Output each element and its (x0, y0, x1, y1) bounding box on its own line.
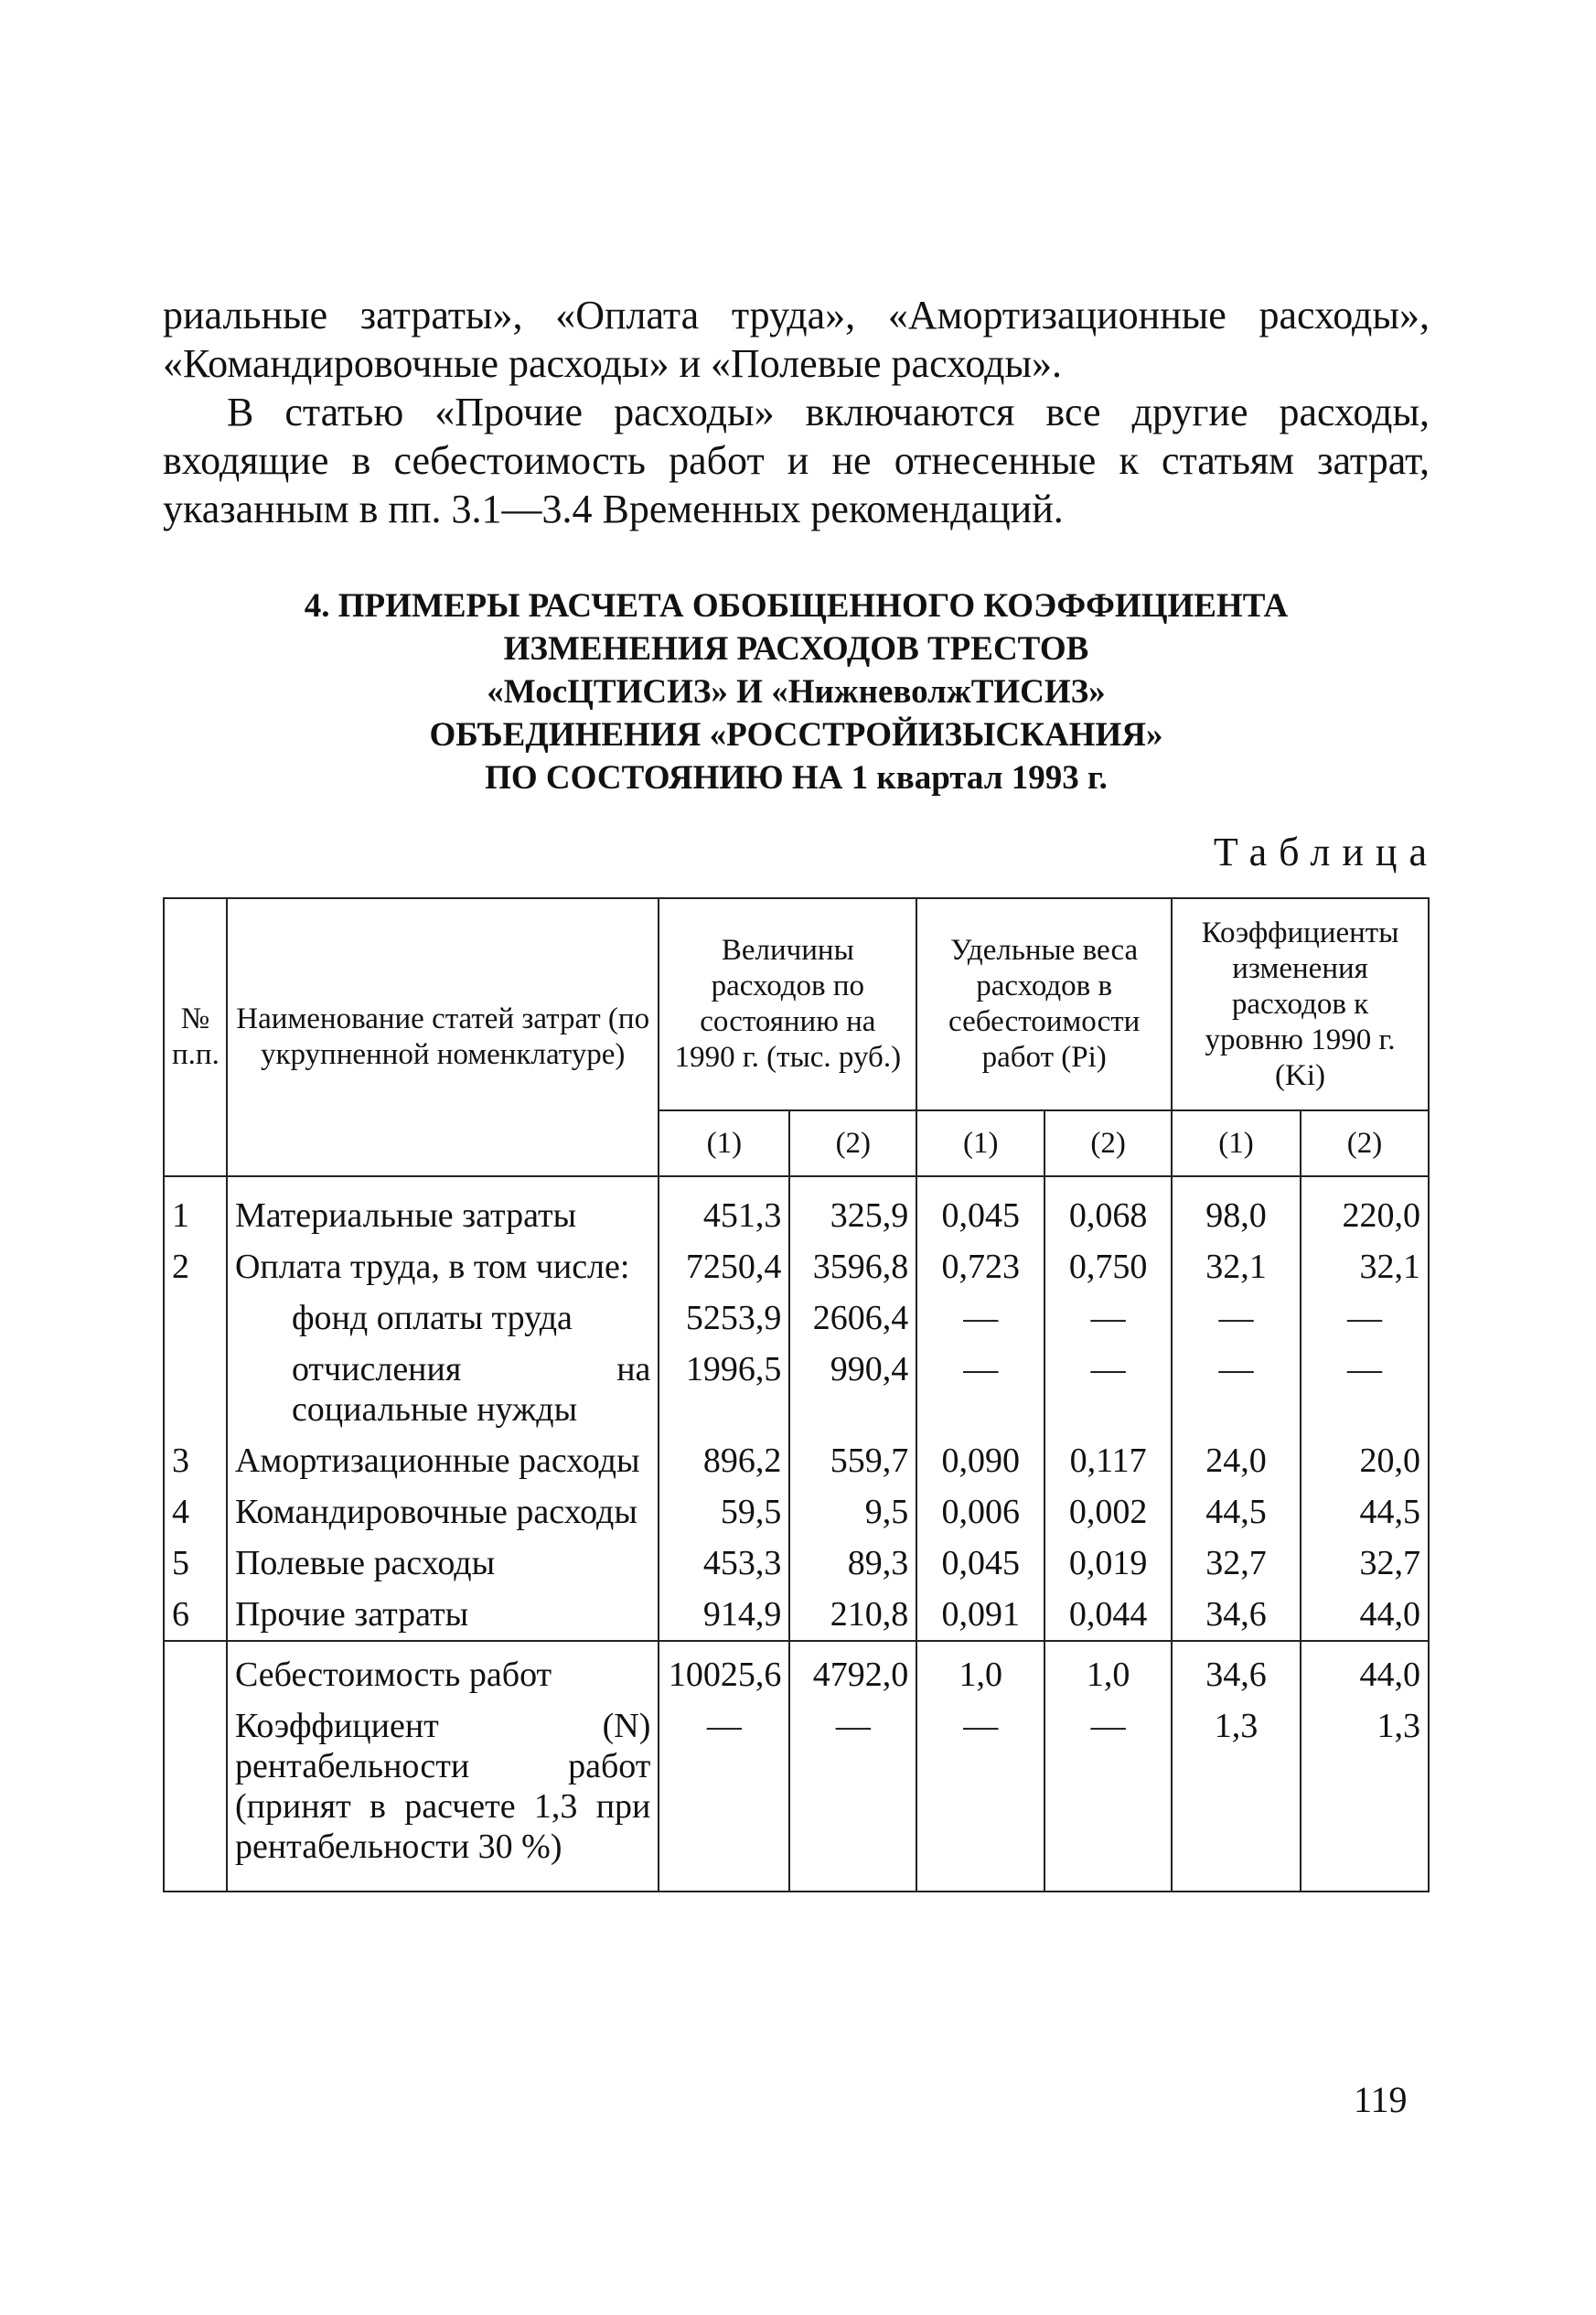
coef-1: 44,5 (1172, 1486, 1301, 1538)
value-1990-2: 210,8 (789, 1589, 916, 1641)
weight-1: 0,723 (916, 1241, 1044, 1292)
row-number (164, 1292, 227, 1344)
header-change-coefficients: Коэффициенты изменения расходов к уровню 1990 г. (Ki) (1172, 898, 1429, 1110)
weight-1: — (916, 1292, 1044, 1344)
table-row (164, 1292, 1429, 1344)
header-sub: (1) (1172, 1110, 1301, 1176)
coef-1: 34,6 (1172, 1589, 1301, 1641)
coef-2: 44,0 (1301, 1641, 1429, 1700)
header-sub: (2) (789, 1110, 916, 1176)
value-1990-1: 451,3 (659, 1176, 789, 1241)
row-number (164, 1344, 227, 1435)
table-row (164, 1241, 1429, 1292)
weight-1: 0,006 (916, 1486, 1044, 1538)
row-number: 6 (164, 1589, 227, 1641)
coef-1: 32,7 (1172, 1538, 1301, 1589)
heading-line: ИЗМЕНЕНИЯ РАСХОДОВ ТРЕСТОВ (503, 630, 1089, 668)
value-1990-1: 59,5 (659, 1486, 789, 1538)
weight-1: 1,0 (916, 1641, 1044, 1700)
weight-2: 0,002 (1044, 1486, 1172, 1538)
coef-2: 44,5 (1301, 1486, 1429, 1538)
weight-2: — (1044, 1700, 1172, 1892)
heading-line: 4. ПРИМЕРЫ РАСЧЕТА ОБОБЩЕННОГО КОЭФФИЦИЕНТА (304, 587, 1289, 625)
coef-1: — (1172, 1292, 1301, 1344)
row-number: 5 (164, 1538, 227, 1589)
value-1990-2: 4792,0 (789, 1641, 916, 1700)
coef-2: 44,0 (1301, 1589, 1429, 1641)
value-1990-2: 9,5 (789, 1486, 916, 1538)
weight-1: 0,090 (916, 1435, 1044, 1486)
coef-2: 20,0 (1301, 1435, 1429, 1486)
table-row (164, 1176, 1429, 1241)
weight-2: 0,019 (1044, 1538, 1172, 1589)
value-1990-1: 1996,5 (659, 1344, 789, 1435)
value-1990-2: — (789, 1700, 916, 1892)
coef-1: 32,1 (1172, 1241, 1301, 1292)
table-row (164, 1435, 1429, 1486)
value-1990-2: 559,7 (789, 1435, 916, 1486)
header-item-name: Наименование статей затрат (по укрупненной номенклатуре) (227, 898, 659, 1176)
coef-1: 98,0 (1172, 1176, 1301, 1241)
total-row (164, 1641, 1429, 1700)
row-name: Полевые расходы (227, 1538, 659, 1589)
section-heading (163, 584, 1430, 799)
value-1990-1: 896,2 (659, 1435, 789, 1486)
row-name: Материальные затраты (227, 1176, 659, 1241)
value-1990-2: 325,9 (789, 1176, 916, 1241)
value-1990-2: 990,4 (789, 1344, 916, 1435)
heading-line: «МосЦТИСИЗ» И «НижневолжТИСИЗ» (487, 673, 1106, 711)
value-1990-2: 89,3 (789, 1538, 916, 1589)
header-cost-weights: Удельные веса расходов в себестоимости работ (Pi) (916, 898, 1172, 1110)
coef-1: 1,3 (1172, 1700, 1301, 1892)
weight-2: — (1044, 1344, 1172, 1435)
row-name: Себестоимость работ (227, 1641, 659, 1700)
row-name: Командировочные расходы (227, 1486, 659, 1538)
value-1990-1: 453,3 (659, 1538, 789, 1589)
header-sub: (2) (1044, 1110, 1172, 1176)
weight-2: 0,068 (1044, 1176, 1172, 1241)
coef-1: 24,0 (1172, 1435, 1301, 1486)
row-number: 2 (164, 1241, 227, 1292)
header-number: № п.п. (164, 898, 227, 1176)
value-1990-1: 10025,6 (659, 1641, 789, 1700)
table-row (164, 1344, 1429, 1435)
value-1990-1: — (659, 1700, 789, 1892)
weight-1: — (916, 1344, 1044, 1435)
table-row (164, 1538, 1429, 1589)
document-page (163, 291, 1439, 1892)
row-name: Коэффициент (N) рентабельности работ (принят в расчете 1,3 при рентабельности 30 %) (227, 1700, 659, 1892)
intro-paragraph: риальные затраты», «Оплата труда», «Амортизационные расходы», «Командировочные расходы» и «Полевые расходы». (163, 293, 1430, 386)
table-row (164, 1589, 1429, 1641)
heading-line: ПО СОСТОЯНИЮ НА 1 квартал 1993 г. (485, 759, 1108, 797)
value-1990-2: 3596,8 (789, 1241, 916, 1292)
row-number: 4 (164, 1486, 227, 1538)
weight-2: 0,044 (1044, 1589, 1172, 1641)
weight-1: — (916, 1700, 1044, 1892)
table-caption: Таблица (1213, 830, 1439, 874)
value-1990-2: 2606,4 (789, 1292, 916, 1344)
weight-1: 0,045 (916, 1176, 1044, 1241)
header-expense-values: Величины расходов по состоянию на 1990 г. (тыс. руб.) (659, 898, 916, 1110)
total-row (164, 1700, 1429, 1892)
heading-line: ОБЪЕДИНЕНИЯ «РОССТРОЙИЗЫСКАНИЯ» (429, 716, 1163, 754)
coef-2: 1,3 (1301, 1700, 1429, 1892)
row-name: отчисления на социальные нужды (227, 1344, 659, 1435)
weight-1: 0,091 (916, 1589, 1044, 1641)
coef-1: 34,6 (1172, 1641, 1301, 1700)
coef-2: 32,7 (1301, 1538, 1429, 1589)
row-number: 3 (164, 1435, 227, 1486)
value-1990-1: 5253,9 (659, 1292, 789, 1344)
weight-2: 0,750 (1044, 1241, 1172, 1292)
page-number: 119 (1354, 2079, 1408, 2120)
coef-1: — (1172, 1344, 1301, 1435)
weight-2: — (1044, 1292, 1172, 1344)
value-1990-1: 914,9 (659, 1589, 789, 1641)
weight-2: 1,0 (1044, 1641, 1172, 1700)
coef-2: — (1301, 1344, 1429, 1435)
table-row (164, 1486, 1429, 1538)
weight-2: 0,117 (1044, 1435, 1172, 1486)
header-sub: (2) (1301, 1110, 1429, 1176)
coef-2: 32,1 (1301, 1241, 1429, 1292)
row-name: Прочие затраты (227, 1589, 659, 1641)
row-name: Амортизационные расходы (227, 1435, 659, 1486)
header-sub: (1) (659, 1110, 789, 1176)
row-name: фонд оплаты труда (227, 1292, 659, 1344)
coefficients-table (163, 897, 1430, 1892)
value-1990-1: 7250,4 (659, 1241, 789, 1292)
row-number: 1 (164, 1176, 227, 1241)
other-expenses-paragraph: В статью «Прочие расходы» включаются все другие расходы, входящие в себестоимость работ и не отнесенные к статьям затрат, указанным в пп. 3.1—3.4 Временных рекомендаций. (163, 390, 1430, 531)
header-sub: (1) (916, 1110, 1044, 1176)
coef-2: 220,0 (1301, 1176, 1429, 1241)
row-name: Оплата труда, в том числе: (227, 1241, 659, 1292)
coef-2: — (1301, 1292, 1429, 1344)
weight-1: 0,045 (916, 1538, 1044, 1589)
